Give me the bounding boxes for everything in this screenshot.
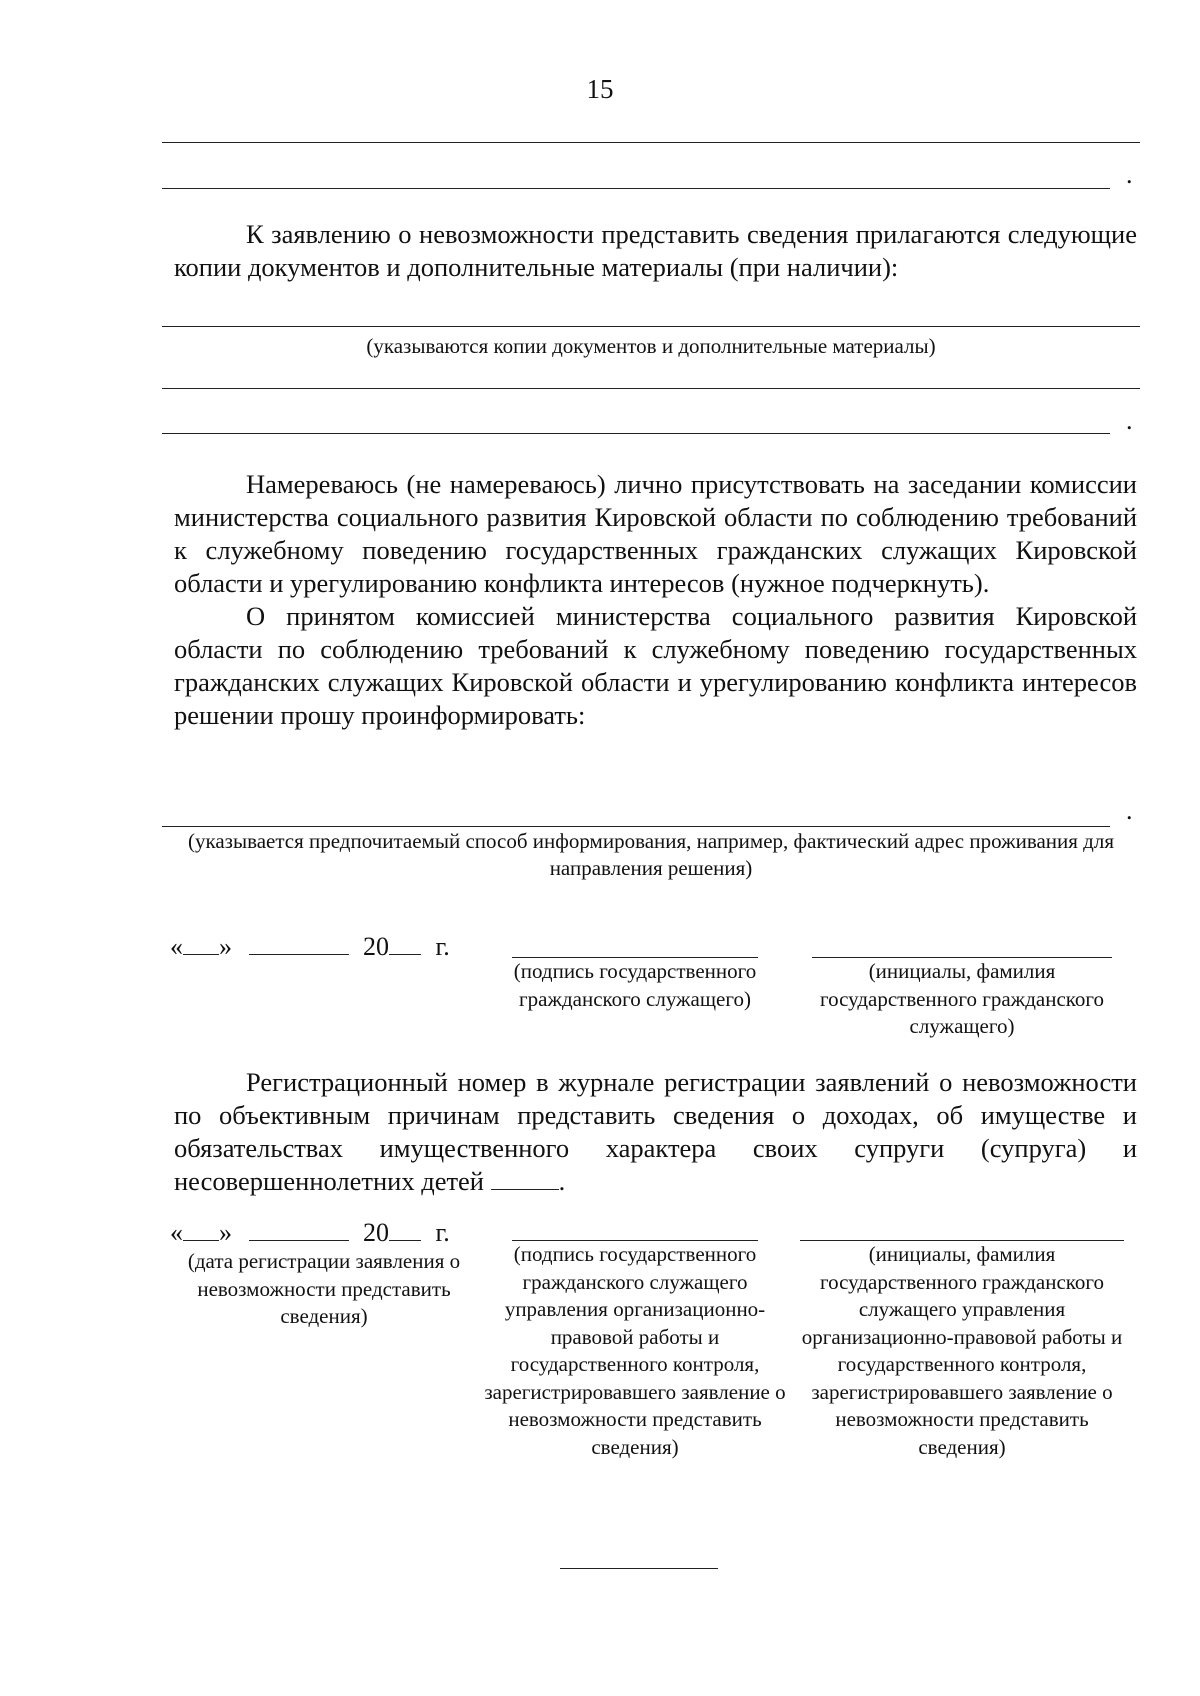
applicant-name-caption: (инициалы, фамилия государственного гражданского служащего) xyxy=(819,959,1104,1038)
blank-line xyxy=(162,188,1110,189)
registration-number-blank xyxy=(491,1167,559,1190)
attachments-caption: (указываются копии документов и дополнительные материалы) xyxy=(366,334,936,358)
inform-paragraph: О принятом комиссией министерства социального развития Кировской области по соблюдению требований к служебному поведению государственных гражданских служащих Кировской области и урегулированию конфликта интересов решении прошу проинформировать: xyxy=(174,601,1137,730)
blank-line xyxy=(162,142,1140,143)
end-separator xyxy=(560,1568,718,1569)
applicant-signature-caption: (подпись государственного гражданского служащего) xyxy=(513,959,757,1011)
blank-line xyxy=(162,326,1140,327)
attachments-paragraph xyxy=(174,218,1137,284)
attendance-section xyxy=(174,468,1137,732)
line-end-dot: . xyxy=(1126,406,1133,435)
registrar-signature-caption: (подпись государственного гражданского служащего управления организационно-правовой работы и государственного контроля, зарегистрировавшего заявление о невозможности представить сведения) xyxy=(484,1242,786,1459)
registrar-name-caption: (инициалы, фамилия государственного гражданского служащего управления организационно-правовой работы и государственного контроля, зарегистрировавшего заявление о невозможности представить сведения) xyxy=(801,1242,1123,1459)
line-end-dot: . xyxy=(1126,160,1133,189)
registration-date-caption: (дата регистрации заявления о невозможности представить сведения) xyxy=(187,1249,461,1328)
page-number: 15 xyxy=(586,74,614,104)
attachments-intro: К заявлению о невозможности представить сведения прилагаются следующие копии документов и дополнительные материалы (при наличии): xyxy=(174,219,1137,282)
blank-line xyxy=(162,433,1110,434)
line-end-dot: . xyxy=(1126,796,1133,825)
registration-date-line: « » 20 г. xyxy=(170,1218,450,1247)
registration-paragraph: Регистрационный номер в журнале регистрации заявлений о невозможности по объективным причинам представить сведения о доходах, об имуществе и обязательствах имущественного характера своих супруги (супруга) и несовершеннолетних детей . xyxy=(174,1067,1137,1196)
registration-text: Регистрационный номер в журнале регистрации заявлений о невозможности по объективным причинам представить сведения о доходах, об имуществе и обязательствах имущественного характера своих супруги (супруга) и несовершеннолетних детей xyxy=(174,1067,1137,1196)
inform-caption: (указывается предпочитаемый способ информирования, например, фактический адрес проживания для направления решения) xyxy=(187,829,1115,880)
blank-line xyxy=(162,826,1110,827)
date-line: « » 20 г. xyxy=(170,932,450,961)
blank-line xyxy=(162,388,1140,389)
attendance-paragraph: Намереваюсь (не намереваюсь) лично присутствовать на заседании комиссии министерства социального развития Кировской области по соблюдению требований к служебному поведению государственных гражданских служащих Кировской области и урегулированию конфликта интересов (нужное подчеркнуть). xyxy=(174,469,1137,598)
